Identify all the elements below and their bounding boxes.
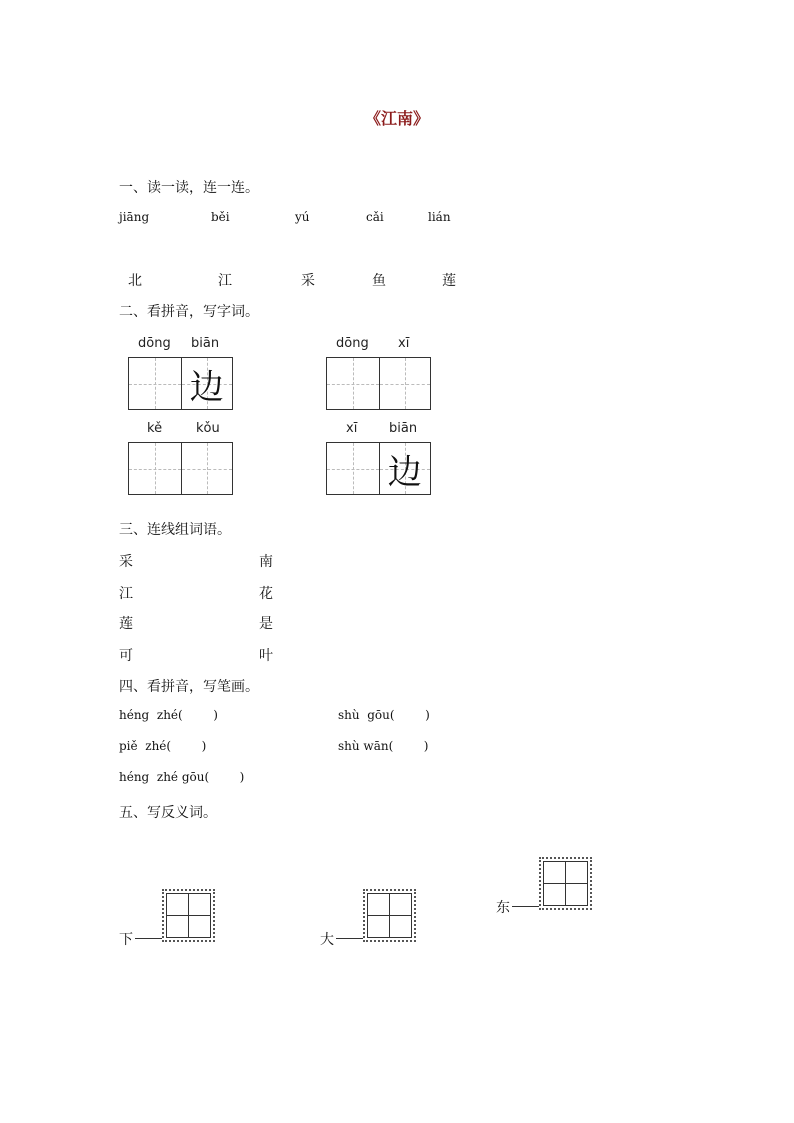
grid-cell[interactable]	[379, 443, 431, 494]
pinyin-4: cǎi	[366, 210, 384, 224]
word-4-pinyin-2: biān	[389, 421, 418, 436]
char-1: 北	[128, 273, 142, 289]
antonym-box-2[interactable]	[363, 889, 416, 942]
stroke-item-2[interactable]: shù gōu( )	[338, 708, 430, 722]
word-1-pinyin-2: biān	[191, 336, 220, 351]
connector-line	[135, 938, 162, 939]
right-char-4[interactable]: 叶	[259, 648, 273, 664]
word-4-pinyin-1: xī	[346, 421, 358, 436]
grid-cell[interactable]	[181, 358, 233, 409]
word-2-pinyin-1: dōng	[336, 336, 369, 351]
antonym-box-3[interactable]	[539, 857, 592, 910]
word-3-pinyin-2: kǒu	[196, 421, 220, 436]
writing-grid-3[interactable]	[128, 442, 233, 495]
grid-cell[interactable]	[327, 443, 379, 494]
antonym-char-1: 下	[119, 932, 133, 948]
connector-line	[336, 938, 363, 939]
antonym-char-3: 东	[496, 900, 510, 916]
stroke-item-3[interactable]: piě zhé( )	[119, 739, 207, 753]
word-3-pinyin-1: kě	[147, 421, 163, 436]
writing-grid-1[interactable]	[128, 357, 233, 410]
pinyin-5: lián	[428, 210, 451, 224]
pinyin-2: běi	[211, 210, 230, 224]
writing-grid-4[interactable]	[326, 442, 431, 495]
word-1-pinyin-1: dōng	[138, 336, 171, 351]
right-char-1[interactable]: 南	[259, 554, 273, 570]
char-5: 莲	[442, 273, 456, 289]
section-5-heading: 五、写反义词。	[119, 805, 217, 821]
right-char-2[interactable]: 花	[259, 586, 273, 602]
left-char-1[interactable]: 采	[119, 554, 133, 570]
char-4: 鱼	[372, 273, 386, 289]
left-char-3[interactable]: 莲	[119, 616, 133, 632]
stroke-item-5[interactable]: héng zhé gōu( )	[119, 770, 245, 784]
stroke-item-1[interactable]: héng zhé( )	[119, 708, 218, 722]
char-2: 江	[218, 273, 232, 289]
right-char-3[interactable]: 是	[259, 616, 273, 632]
pinyin-1: jiāng	[119, 210, 150, 224]
char-3: 采	[301, 273, 315, 289]
grid-char: 边	[387, 452, 422, 492]
section-3-heading: 三、连线组词语。	[119, 522, 231, 538]
antonym-char-2: 大	[320, 932, 334, 948]
grid-cell[interactable]	[129, 358, 181, 409]
antonym-box-1[interactable]	[162, 889, 215, 942]
grid-cell[interactable]	[129, 443, 181, 494]
left-char-4[interactable]: 可	[119, 648, 133, 664]
grid-cell[interactable]	[181, 443, 233, 494]
section-4-heading: 四、看拼音，写笔画。	[119, 679, 259, 695]
pinyin-3: yú	[295, 210, 310, 224]
page-title: 《江南》	[364, 109, 429, 128]
section-1-heading: 一、读一读，连一连。	[119, 180, 259, 196]
writing-grid-2[interactable]	[326, 357, 431, 410]
word-2-pinyin-2: xī	[398, 336, 410, 351]
left-char-2[interactable]: 江	[119, 586, 133, 602]
section-2-heading: 二、看拼音，写字词。	[119, 304, 259, 320]
grid-char: 边	[189, 367, 224, 407]
grid-cell[interactable]	[327, 358, 379, 409]
stroke-item-4[interactable]: shù wān( )	[338, 739, 429, 753]
connector-line	[512, 906, 539, 907]
grid-cell[interactable]	[379, 358, 431, 409]
